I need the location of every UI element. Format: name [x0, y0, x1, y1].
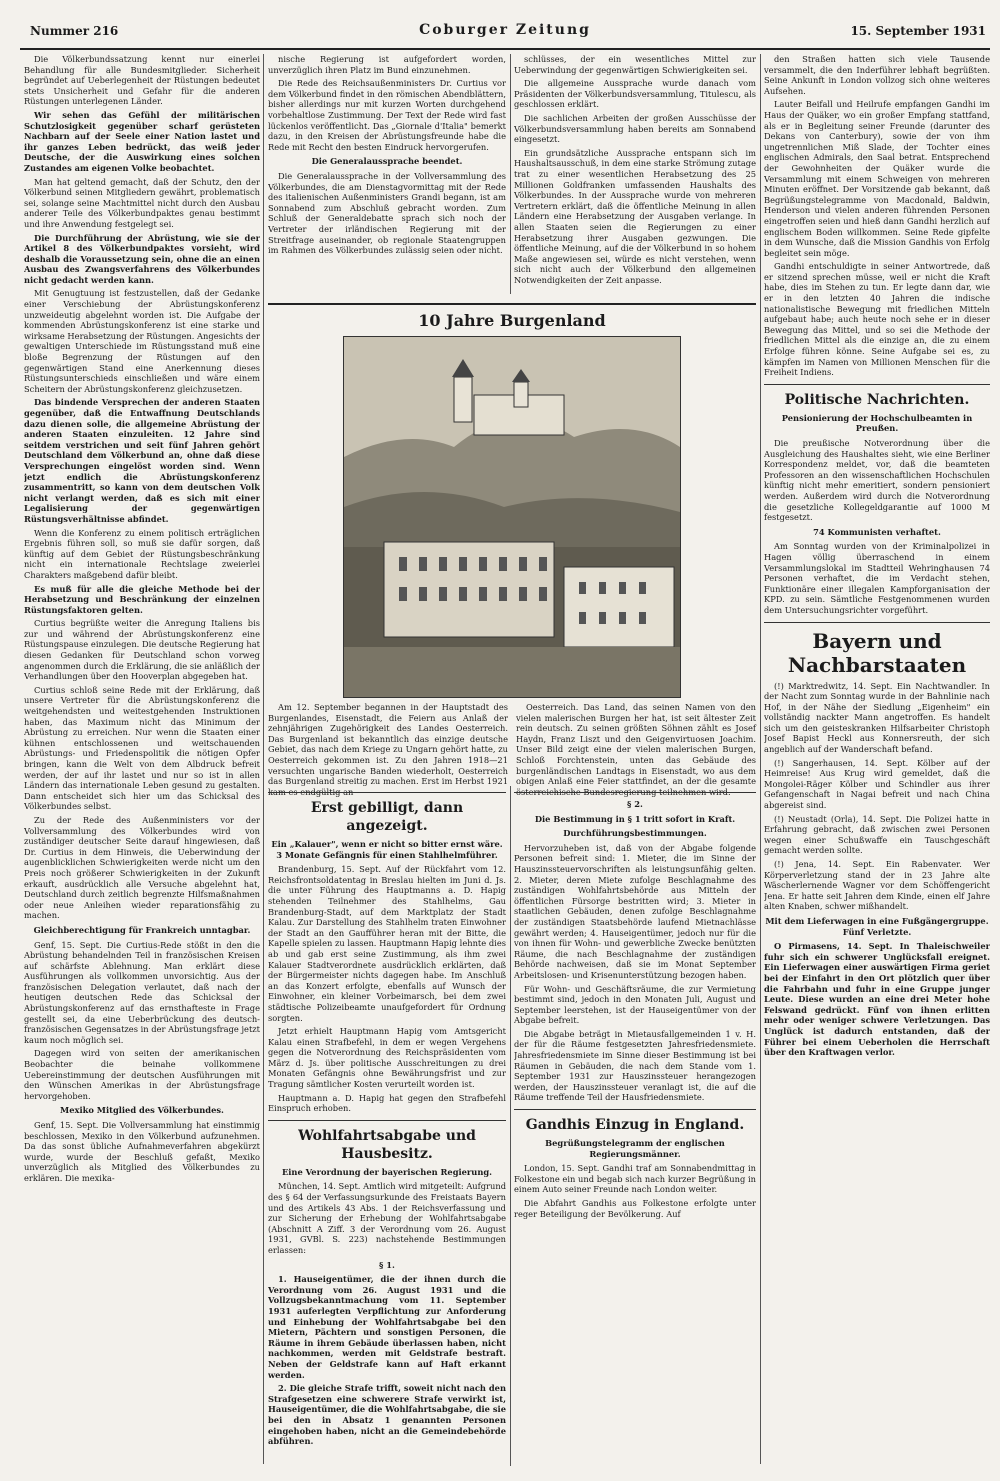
paragraph: Wenn die Konferenz zu einem politisch erträglichen Ergebnis führen soll, so muß sie dafür sorgen, daß künftig auf dem Gebiet der Rüstungsbeschränkung nicht ein internationale Rechtslage zweierlei Charakters maßgebend dafür bleibt. — [24, 527, 260, 580]
paragraph: Curtius begrüßte weiter die Anregung Italiens bis zur und während der Abrüstungskonferenz eine Rüstungspause einzulegen. Die deutsche Regierung hat diesen Gedanken für Deutschland schon vorweg angenommen durch die Erklärung, die sie anläßlich der Verhandlungen über den Hooverplan abgegeben hat. — [24, 618, 260, 682]
paragraph-bold: Wir sehen das Gefühl der militärischen Schutzlosigkeit gegenüber scharf gerüsteten Nachbarn auf der Seele einer Nation lastet und ihr ganzes Leben bedrückt, das weiß jeder Deutsche, der die Auswirkung eines solchen Zustandes am eigenen Volke beobachtet. — [24, 109, 260, 173]
newspaper-title: Coburger Zeitung — [419, 22, 591, 38]
column-divider — [510, 54, 511, 294]
paragraph: Genf, 15. Sept. Die Curtius-Rede stößt in den die Abrüstung behandelnden Teil in französischen Kreisen auf schärfste Ablehnung. Man erklärt diese Ausführungen als vollkommen unvorsichtig. Aus der französischen Delegation verlautet, daß nach der heutigen deutschen Rede das Schicksal der Abrüstungskonferenz auf das ernsthafteste in Frage gestellt sei, da eine Ueberbrückung des deutsch-französischen Gegensatzes in der Abrüstungsfrage jetzt kaum noch möglich sei. — [24, 939, 260, 1045]
subheading: Begrüßungstelegramm der englischen Regierungsmänner. — [545, 1138, 725, 1159]
column-2-lower — [268, 786, 506, 1466]
headline: Bayern und Nachbarstaaten — [787, 628, 967, 677]
caption-paragraph: Oesterreich. Das Land, das seinen Namen von den vielen malerischen Burgen her hat, ist seit ältester Zeit rein deutsch. Zu seinen größten Söhnen zählt es Josef Haydn, Franz Liszt und den Geigenvirtuosen Joachim. Unser Bild zeigt eine der vielen malerischen Burgen, Schloß Forchtenstein, unten das Gebäude des burgenländischen Landtags in Eisenstadt, wo aus dem obigen Anlaß eine Feier stattfindet, an der die gesamte österreichische Bundesregierung teilnehmen wird. — [516, 702, 756, 797]
paragraph: München, 14. Sept. Amtlich wird mitgeteilt: Aufgrund des § 64 der Verfassungsurkunde des Freistaats Bayern und des Artikels 43 Abs. 1 der Reichsverfassung und zur Sicherung der Erhebung der Wohlfahrtsabgabe (Abschnitt A Ziff. 3 der Verordnung vom 26. August 1931, GVBl. S. 223) nachstehende Bestimmungen erlassen: — [268, 1181, 506, 1255]
paragraph-bold: 2. Die gleiche Strafe trifft, soweit nicht nach den Strafgesetzen eine schwerere Strafe verwirkt ist, Hauseigentümer, die die Wohlfahrtsabgabe, die sie bei den in Absatz 1 genannten Personen eingehoben haben, nicht an die Gemeindebehörde abführen. — [268, 1383, 506, 1447]
paragraph-bold: O Pirmasens, 14. Sept. In Thaleischweiler fuhr sich ein schwerer Unglücksfall ereignet. Ein Lieferwagen einer auswärtigen Firma geriet bei der Einfahrt in den Ort plötzlich quer über die Fahrbahn und fuhr in eine Gruppe junger Leute. Diese wurden an eine drei Meter hohe Felswand gedrückt. Fünf von ihnen erlitten mehr oder weniger schwere Verletzungen. Das Unglück ist dadurch entstanden, daß der Führer bei einem Ueberholen die Herrschaft über den Kraftwagen verlor. — [764, 941, 990, 1058]
subheading: Die Generalaussprache beendet. — [311, 156, 463, 167]
divider — [268, 792, 506, 793]
headline: Gandhis Einzug in England. — [525, 1117, 745, 1134]
divider — [514, 792, 756, 793]
issue-date: 15. September 1931 — [850, 24, 986, 38]
subheading: 74 Kommunisten verhaftet. — [813, 526, 941, 537]
paragraph: Jetzt erhielt Hauptmann Hapig vom Amtsgericht Kalau einen Strafbefehl, in dem er wegen Vergehens gegen die Notverordnung des Reichspräsidenten vom März d. Js. über politische Ausschreitungen zu drei Monaten Gefängnis ohne Bewährungsfrist und zur Tragung sämtlicher Kosten verurteilt worden ist. — [268, 1026, 506, 1090]
divider — [764, 384, 990, 385]
column-divider — [263, 54, 264, 1464]
paragraph: Die Völkerbundssatzung kennt nur einerlei Behandlung für alle Bundesmitglieder. Sicherheit begründet auf Ueberlegenheit der Rüstungen bedeutet stets Unsicherheit und Gefahr für die anderen Rüstungen unterlegenen Länder. — [24, 54, 260, 107]
divider — [268, 1120, 506, 1121]
divider — [514, 1109, 756, 1110]
burgenland-article — [268, 303, 756, 800]
subheading: Ein „Kalauer", wenn er nicht so bitter ernst wäre. 3 Monate Gefängnis für einen Stahlhelmführer. — [271, 839, 503, 860]
column-2-top — [268, 54, 506, 294]
paragraph: (!) Marktredwitz, 14. Sept. Ein Nachtwandler. In der Nacht zum Sonntag wurde in der Bahnlinie nach Hof, in der Nähe der Siedlung „Eigenheim" ein vollständig nackter Mann angetroffen. Es handelt sich um den geisteskranken Hilfsarbeiter Christoph Josef Bapist Heckl aus Konnersreuth, der sich angeblich auf der Wanderschaft befand. — [764, 680, 990, 755]
paragraph: Genf, 15. Sept. Die Vollversammlung hat einstimmig beschlossen, Mexiko in den Völkerbund aufzunehmen. Da das sonst übliche Aufnahmeverfahren abgekürzt wurde, wurde der Beschluß gefaßt, Mexiko unverzüglich als Mitglied des Völkerbundes zu erklären. Die mexika- — [24, 1120, 260, 1183]
paragraph: Die Generalaussprache in der Vollversammlung des Völkerbundes, die am Dienstagvormittag mit der Rede des italienischen Außenministers Grandi begann, ist am Sonnabend zum Abschluß gebracht worden. Zum Schluß der Generaldebatte sprach sich noch der Vertreter der irländischen Regierung mit der Streitfrage auseinander, ob regionale Staatengruppen im Rahmen des Völkerbundes zulässig seien oder nicht. — [268, 170, 506, 256]
column-3-top — [514, 54, 756, 294]
column-1 — [24, 54, 260, 1464]
section-number: § 1. — [379, 1259, 395, 1270]
paragraph: schlüsses, der ein wesentliches Mittel zur Ueberwindung der gegenwärtigen Schwierigkeiten sei. — [514, 54, 756, 75]
paragraph: Die Abfahrt Gandhis aus Folkestone erfolgte unter reger Beteiligung der Bevölkerung. Auf — [514, 1198, 756, 1219]
paragraph-bold: Es muß für alle die gleiche Methode bei der Herabsetzung und Beschränkung der einzelnen Rüstungsfaktoren gelten. — [24, 583, 260, 615]
paragraph: (!) Sangerhausen, 14. Sept. Kölber auf der Heimreise! Aus Krug wird gemeldet, daß die Mongolei-Räger Kölber und Schindler aus ihrer Gefangenschaft in Nagai befreit und nach China abgereist sind. — [764, 757, 990, 811]
subheading: Durchführungsbestimmungen. — [563, 828, 707, 839]
paragraph: Hervorzuheben ist, daß von der Abgabe folgende Personen befreit sind: 1. Mieter, die im Sinne der Hauszinssteuervorschriften als leistungsunfähig gelten. 2. Mieter, deren Miete zufolge Beschlagnahme des zuständigen Wohlfahrtsbehörde aus Mitteln der öffentlichen Fürsorge bestritten wird; 3. Mieter in staatlichen Gebäuden, denen zufolge Beschlagnahme der zuständigen Staatsbehörde laufend Mietnachlässe gewährt werden; 4. Hauseigentümer, jedoch nur für die von ihnen für Wohn- und gewerbliche Zwecke benützten Räume, die nach Beschlagnahme der zuständigen Behörde nachweisen, daß sie im Monat September Arbeitslosen- und Krisenunterstützung bezogen haben. — [514, 842, 756, 980]
caption-paragraph: Am 12. September begannen in der Hauptstadt des Burgenlandes, Eisenstadt, die Feiern aus Anlaß der zehnjährigen Zugehörigkeit des Landes Oesterreich. Das Burgenland ist bekanntlich das einzige deutsche Gebiet, das nach dem Kriege zu Ungarn gehört hatte, zu Oesterreich gekommen ist. Zu den Jahren 1918—21 versuchten ungarische Banden wiederholt, Oesterreich das Burgenland streitig zu machen. Erst im Herbst 1921 kam es endgültig an — [268, 702, 508, 797]
headline: Erst gebilligt, dann angezeigt. — [310, 800, 464, 834]
paragraph: Man hat geltend gemacht, daß der Schutz, den der Völkerbund seinen Mitgliedern gewährt, problematisch sei, solange seine Machtmittel nicht durch den Ausbau anderer Teile des Völkerbundpaktes genau bestimmt und ihre Anwendung festgelegt sei. — [24, 176, 260, 229]
masthead — [20, 18, 990, 50]
paragraph: Ein grundsätzliche Aussprache entspann sich im Haushaltsausschuß, in dem eine starke Strömung zutage trat zu einer wesentlichen Herabsetzung des 25 Millionen Goldfranken umfassenden Haushalts des Völkerbundes. In der Aussprache wurde von mehreren Vertretern erklärt, daß die öffentliche Meinung in allen Ländern eine Herabsetzung der Ausgaben verlange. In allen Staaten seien die Regierungen zu einer Herabsetzung ihrer Ausgaben gezwungen. Die öffentliche Meinung, auf die der Völkerbund in so hohem Maße angewiesen sei, würde es nicht verstehen, wenn sich nicht auch der Völkerbund den allgemeinen Notwendigkeiten der Zeit anpasse. — [514, 147, 756, 285]
paragraph: Curtius schloß seine Rede mit der Erklärung, daß unsere Vertreter für die Abrüstungskonferenz die weitgehendsten und weitestgehenden Instruktionen haben, das Maximum nicht das Minimum der Abrüstung zu erreichen. Nur wenn die Staaten einer kühnen entschlossenen und weitschauenden Abrüstungs- und Friedenspolitik die nötigen Opfer bringen, kann die Welt von dem Albdruck befreit werden, der auf ihr lastet und nur so ist in allen Ländern das internationale Leben gesund zu gestalten. Dann entscheidet sich hier um das Schicksal des Völkerbundes selbst. — [24, 684, 260, 812]
column-divider — [760, 54, 761, 1464]
paragraph: (!) Neustadt (Orla), 14. Sept. Die Polizei hatte in Erfahrung gebracht, daß zwischen zwei Personen wegen einer Schußwaffe ein Tauschgeschäft gemacht werden sollte. — [764, 813, 990, 856]
divider — [764, 622, 990, 623]
paragraph: Die allgemeine Aussprache wurde danach vom Präsidenten der Völkerbundsversammlung, Titulescu, als geschlossen erklärt. — [514, 78, 756, 110]
subheading: Gleichberechtigung für Frankreich unntagbar. — [33, 924, 251, 935]
headline: Politische Nachrichten. — [784, 391, 970, 408]
subheading: Eine Verordnung der bayerischen Regierung. — [281, 1166, 493, 1177]
paragraph: den Straßen hatten sich viele Tausende versammelt, die den Inderführer lebhaft begrüßten. Seine Ankunft in London vollzog sich ohne weiteres Aufsehen. — [764, 54, 990, 96]
paragraph: London, 15. Sept. Gandhi traf am Sonnabendmittag in Folkestone ein und begab sich nach kurzer Begrüßung in einem Auto seiner Freunde nach London weiter. — [514, 1163, 756, 1195]
subheading: Die Bestimmung in § 1 tritt sofort in Kraft. — [534, 813, 736, 824]
paragraph: Dagegen wird von seiten der amerikanischen Beobachter die beinahe vollkommene Uebereinstimmung der deutschen Ausführungen mit den Wünschen Amerikas in der Abrüstungsfrage hervorgehoben. — [24, 1048, 260, 1101]
subheading: Pensionierung der Hochschulbeamten in Preußen. — [781, 412, 973, 434]
paragraph-bold: Das bindende Versprechen der anderen Staaten gegenüber, daß die Entwaffnung Deutschlands dazu dienen solle, die allgemeine Abrüstung der anderen Staaten einzuleiten. 12 Jahre sind seitdem verstrichen und seit fünf Jahren gehört Deutschland dem Völkerbund an, ohne daß diese Versprechungen eingelöst worden sind. Wenn jetzt endlich die Abrüstungskonferenz zusammentritt, so kann von dem deutschen Volk nicht verlangt werden, daß es sich mit einer Legalisierung der gegenwärtigen Rüstungsverhältnisse abfindet. — [24, 397, 260, 524]
column-3-lower — [514, 786, 756, 1466]
issue-number: Nummer 216 — [30, 24, 119, 38]
paragraph: Hauptmann a. D. Hapig hat gegen den Strafbefehl Einspruch erhoben. — [268, 1092, 506, 1114]
paragraph: Am Sonntag wurden von der Kriminalpolizei in Hagen völlig überraschend in einem Versammlungslokal im Stadtteil Wehringhausen 74 Personen verhaftet, die im Verdacht stehen, Funktionäre einer illegalen Kampforganisation der KPD. zu sein. Sämtliche Festgenommenen wurden dem Untersuchungsrichter vorgeführt. — [764, 541, 990, 615]
headline: Wohlfahrtsabgabe und Hausbesitz. — [298, 1127, 476, 1162]
subheading: Mit dem Lieferwagen in eine Fußgängergruppe. Fünf Verletzte. — [765, 915, 989, 937]
paragraph: Die Rede des Reichsaußenministers Dr. Curtius vor dem Völkerbund findet in den römischen Abendblättern, bisher allerdings nur mit kurzen Worten durchgehend vorbehaltlose Zustimmung. Der Text der Rede wird fast lückenlos veröffentlicht. Das „Giornale d'Italia" bemerkt dazu, in den Kreisen der Abrüstungsfreunde habe die Rede mit Recht den besten Eindruck hervorgerufen. — [268, 78, 506, 152]
castle-engraving-image — [344, 337, 680, 697]
castle-illustration — [343, 336, 681, 698]
paragraph: Zu der Rede des Außenministers vor der Vollversammlung des Völkerbundes wird von zuständiger deutscher Seite darauf hingewiesen, daß Dr. Curtius in dem Hinweis, die Ueberwindung der augenblicklichen Schwierigkeiten werde nicht um den Preis noch größerer Schwierigkeiten in der Zukunft erkauft, ausdrücklich alle Versuche abgelehnt hat, Deutschland durch zeitlich begrenzte Hilfsmaßnahmen oder neue Anleihen wieder reparationsfähig zu machen. — [24, 814, 260, 921]
column-4 — [764, 54, 990, 1464]
paragraph-bold: Die Durchführung der Abrüstung, wie sie der Artikel 8 des Völkerbundpaktes vorsieht, wird deshalb die Voraussetzung sein, ohne die an einen Ausbau des Zwangsverfahrens des Völkerbundes nicht gedacht werden kann. — [24, 232, 260, 285]
paragraph-bold: 1. Hauseigentümer, die der ihnen durch die Verordnung vom 26. August 1931 und die Vollzugsbekanntmachung vom 11. September 1931 auferlegten Verpflichtung zur Anforderung und Einhebung der Wohlfahrtsabgabe bei den Mietern, Pächtern und sonstigen Personen, die Räume in ihrem Gebäude überlassen haben, nicht nachkommen, werden mit Geldstrafe bestraft. Neben der Geldstrafe kann auf Haft erkannt werden. — [268, 1274, 506, 1380]
section-number: § 2. — [627, 799, 643, 809]
article-title: 10 Jahre Burgenland — [418, 311, 606, 330]
paragraph: Die sachlichen Arbeiten der großen Ausschüsse der Völkerbundsversammlung haben bereits am Sonnabend eingesetzt. — [514, 112, 756, 145]
newspaper-page — [20, 18, 990, 1468]
column-divider — [510, 786, 511, 1466]
paragraph: Lauter Beifall und Heilrufe empfangen Gandhi im Haus der Quäker, wo ein großer Empfang stattfand, als er in Begleitung seiner Freunde (darunter des Dekans von Canterbury), sowie der von ihm ungetrennlichen Miß Slade, der Tochter eines englischen Admirals, den Saal betrat. Entsprechend der Gewohnheiten der Quäker wurde die Versammlung mit einem Schweigen von mehreren Minuten eröffnet. Der Vorsitzende gab bekannt, daß Begrüßungstelegramme von Macdonald, Baldwin, Henderson und vielen anderen führenden Personen eingetroffen seien und hieß dann Gandhi herzlich auf englischem Boden willkommen. Seine Rede gipfelte in dem Wunsche, daß die Mission Gandhis von Erfolg begleitet sein möge. — [764, 99, 990, 258]
paragraph: Brandenburg, 15. Sept. Auf der Rückfahrt vom 12. Reichsfrontsoldatentag in Breslau hielten im Juni d. Js. die unter Führung des Hauptmanns a. D. Hapig stehenden Teilnehmer des Stahlhelms, Gau Brandenburg-Stadt, auf dem Marktplatz der Stadt Kalau. Zur Darstellung des Stahlhelm traten Einwohner der Stadt an den Gaufführer heran mit der Bitte, die Kapelle spielen zu lassen. Hauptmann Hapig lehnte dies ab und gab erst seine Zustimmung, als ihm zwei Kalauer Stadtverordnete ausdrücklich erklärten, daß der Bürgermeister nichts dagegen habe. Im Anschluß an das Konzert erfolgte, ebenfalls auf Wunsch der Einwohner, ein kleiner Vorbeimarsch, bei dem zwei städtische Polizeibeamte unaufgefordert für Ordnung sorgten. — [268, 864, 506, 1023]
paragraph: nische Regierung ist aufgefordert worden, unverzüglich ihren Platz im Bund einzunehmen. — [268, 54, 506, 75]
paragraph: (!) Jena, 14. Sept. Ein Rabenvater. Wer Körperverletzung stand der in 23 Jahre alte Wäscherlernende Wagner vor dem Schöffengericht Jena. Er hatte seit Jahren dem Kinde, einen elf Jahre alten Knaben, schwer mißhandelt. — [764, 859, 990, 912]
paragraph: Für Wohn- und Geschäftsräume, die zur Vermietung bestimmt sind, jedoch in den Monaten Juli, August und September leerstehen, ist der Hauseigentümer von der Abgabe befreit. — [514, 983, 756, 1026]
paragraph: Mit Genugtuung ist festzustellen, daß der Gedanke einer Verschiebung der Abrüstungskonferenz unzweideutig abgelehnt worden ist. Die Aufgabe der kommenden Abrüstungskonferenz ist eine starke und wirksame Herabsetzung der Rüstungen. Angesichts der gewaltigen Unterschiede im Rüstungsstand muß eine bloße Begrenzung der Rüstungen auf den gegenwärtigen Stand eine Anerkennung dieses Rüstungsunterschieds einschließen und wäre einem Scheitern der Abrüstungskonferenz gleichzusetzen. — [24, 288, 260, 394]
subheading: Mexiko Mitglied des Völkerbundes. — [60, 1105, 224, 1116]
paragraph: Gandhi entschuldigte in seiner Antwortrede, daß er sitzend sprechen müsse, weil er nicht die Kraft habe, dies im Stehen zu tun. Er legte dann dar, wie er in den letzten 40 Jahren die indische nationalistische Bewegung mit friedlichen Mitteln aufgebaut habe; auch heute noch sehe er in dieser Bewegung das Mittel, und so sei die Methode der friedlichen Mittel als die einzige an, die zu einem Erfolge führen könne. Seine Aufgabe sei es, zu kämpfen im Namen von Millionen Menschen für die Freiheit Indiens. — [764, 261, 990, 378]
paragraph: Die Abgabe beträgt in Mietausfallgemeinden 1 v. H. der für die Räume festgesetzten Jahresfriedensmiete. Jahresfriedensmiete im Sinne dieser Bestimmung ist bei Räumen in Gebäuden, die nach dem Stande vom 1. September 1931 zur Hauszinssteuer herangezogen werden, der Hauszinssteuer veranlagt ist, die auf die Räume treffende Teil der Hausfriedensmiete. — [514, 1028, 756, 1103]
paragraph: Die preußische Notverordnung über die Ausgleichung des Haushaltes sieht, wie eine Berliner Korrespondenz meldet, vor, daß die beamteten Professoren an den wissenschaftlichen Hochschulen künftig nicht mehr emeritiert, sondern pensioniert werden. Außerdem wird durch die Notverordnung die gesetzliche Kollegeldgarantie auf 1000 M festgesetzt. — [764, 438, 990, 523]
